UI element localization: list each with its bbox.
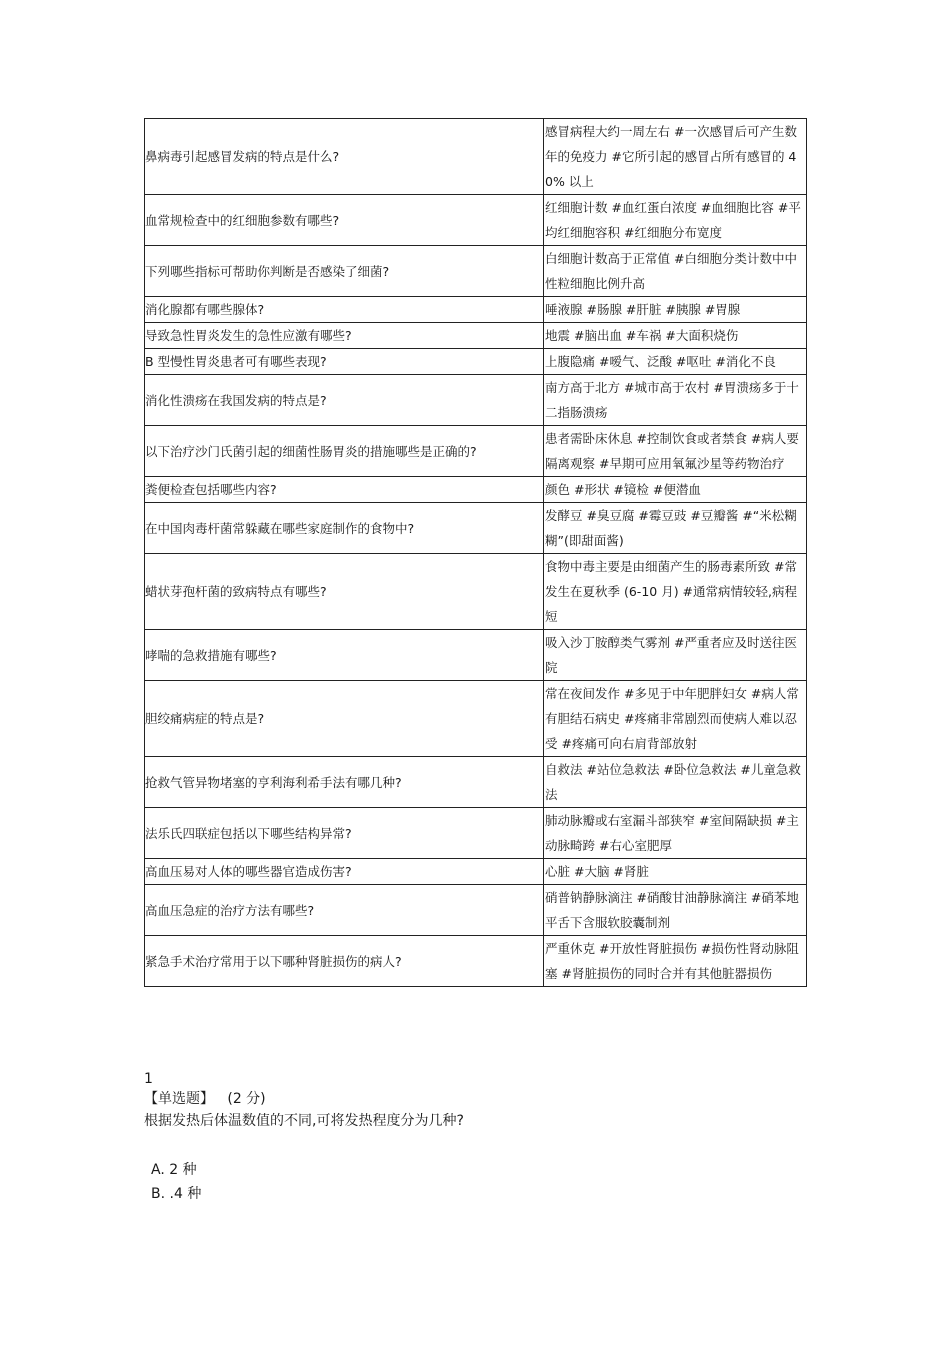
table-row [145, 477, 807, 503]
table-row [145, 323, 807, 349]
answer-cell: 食物中毒主要是由细菌产生的肠毒素所致 #常发生在夏秋季 (6-10 月) #通常病情较轻,病程短 [544, 554, 807, 630]
table-row [145, 808, 807, 859]
answer-cell: 颜色 #形状 #镜检 #便潜血 [544, 477, 807, 503]
table-row [145, 885, 807, 936]
answer-cell: 感冒病程大约一周左右 #一次感冒后可产生数年的免疫力 #它所引起的感冒占所有感冒的 40% 以上 [544, 119, 807, 195]
table-row [145, 859, 807, 885]
qa-table [144, 118, 807, 987]
question-cell: 以下治疗沙门氏菌引起的细菌性肠胃炎的措施哪些是正确的? [145, 426, 544, 477]
answer-cell: 严重休克 #开放性肾脏损伤 #损伤性肾动脉阻塞 #肾脏损伤的同时合并有其他脏器损伤 [544, 936, 807, 987]
table-row [145, 503, 807, 554]
question-cell: 鼻病毒引起感冒发病的特点是什么? [145, 119, 544, 195]
question-stem: 根据发热后体温数值的不同,可将发热程度分为几种? [144, 1113, 464, 1129]
option-a[interactable]: A. 2 种 [151, 1162, 197, 1178]
question-score: (2 分) [227, 1091, 266, 1107]
table-row [145, 195, 807, 246]
table-row [145, 936, 807, 987]
answer-cell: 肺动脉瓣或右室漏斗部狭窄 #室间隔缺损 #主动脉畸跨 #右心室肥厚 [544, 808, 807, 859]
table-row [145, 426, 807, 477]
answer-cell: 白细胞计数高于正常值 #白细胞分类计数中中性粒细胞比例升高 [544, 246, 807, 297]
question-cell: 消化腺都有哪些腺体? [145, 297, 544, 323]
question-cell: 下列哪些指标可帮助你判断是否感染了细菌? [145, 246, 544, 297]
answer-cell: 硝普钠静脉滴注 #硝酸甘油静脉滴注 #硝苯地平舌下含服软胶囊制剂 [544, 885, 807, 936]
question-cell: 高血压易对人体的哪些器官造成伤害? [145, 859, 544, 885]
question-cell: 在中国肉毒杆菌常躲藏在哪些家庭制作的食物中? [145, 503, 544, 554]
qa-table-body [145, 119, 807, 987]
table-row [145, 349, 807, 375]
answer-cell: 上腹隐痛 #嗳气、泛酸 #呕吐 #消化不良 [544, 349, 807, 375]
question-cell: 哮喘的急救措施有哪些? [145, 630, 544, 681]
question-cell: 蜡状芽孢杆菌的致病特点有哪些? [145, 554, 544, 630]
question-cell: 消化性溃疡在我国发病的特点是? [145, 375, 544, 426]
question-cell: 高血压急症的治疗方法有哪些? [145, 885, 544, 936]
answer-cell: 心脏 #大脑 #肾脏 [544, 859, 807, 885]
question-number: 1 [144, 1071, 153, 1087]
table-row [145, 297, 807, 323]
answer-cell: 南方高于北方 #城市高于农村 #胃溃疡多于十二指肠溃疡 [544, 375, 807, 426]
question-cell: 胆绞痛病症的特点是? [145, 681, 544, 757]
answer-cell: 常在夜间发作 #多见于中年肥胖妇女 #病人常有胆结石病史 #疼痛非常剧烈而使病人难以忍受 #疼痛可向右肩背部放射 [544, 681, 807, 757]
answer-cell: 地震 #脑出血 #车祸 #大面积烧伤 [544, 323, 807, 349]
answer-cell: 自救法 #站位急救法 #卧位急救法 #儿童急救法 [544, 757, 807, 808]
quiz-question [144, 1068, 464, 1206]
answer-cell: 患者需卧床休息 #控制饮食或者禁食 #病人要隔离观察 #早期可应用氧氟沙星等药物治疗 [544, 426, 807, 477]
answer-cell: 唾液腺 #肠腺 #肝脏 #胰腺 #胃腺 [544, 297, 807, 323]
table-row [145, 119, 807, 195]
question-cell: B 型慢性胃炎患者可有哪些表现? [145, 349, 544, 375]
question-cell: 导致急性胃炎发生的急性应激有哪些? [145, 323, 544, 349]
table-row [145, 681, 807, 757]
table-row [145, 630, 807, 681]
table-row [145, 554, 807, 630]
question-meta [144, 1088, 464, 1110]
table-row [145, 246, 807, 297]
question-cell: 抢救气管异物堵塞的亨利海利希手法有哪几种? [145, 757, 544, 808]
table-row [145, 375, 807, 426]
answer-cell: 吸入沙丁胺醇类气雾剂 #严重者应及时送往医院 [544, 630, 807, 681]
question-type: 【单选题】 [144, 1091, 214, 1107]
answer-cell: 红细胞计数 #血红蛋白浓度 #血细胞比容 #平均红细胞容积 #红细胞分布宽度 [544, 195, 807, 246]
question-cell: 法乐氏四联症包括以下哪些结构异常? [145, 808, 544, 859]
answer-cell: 发酵豆 #臭豆腐 #霉豆豉 #豆瓣酱 #“米松糊糊”(即甜面酱) [544, 503, 807, 554]
question-cell: 血常规检查中的红细胞参数有哪些? [145, 195, 544, 246]
option-b[interactable]: B. .4 种 [151, 1186, 202, 1202]
question-cell: 紧急手术治疗常用于以下哪种肾脏损伤的病人? [145, 936, 544, 987]
table-row [145, 757, 807, 808]
question-cell: 粪便检查包括哪些内容? [145, 477, 544, 503]
